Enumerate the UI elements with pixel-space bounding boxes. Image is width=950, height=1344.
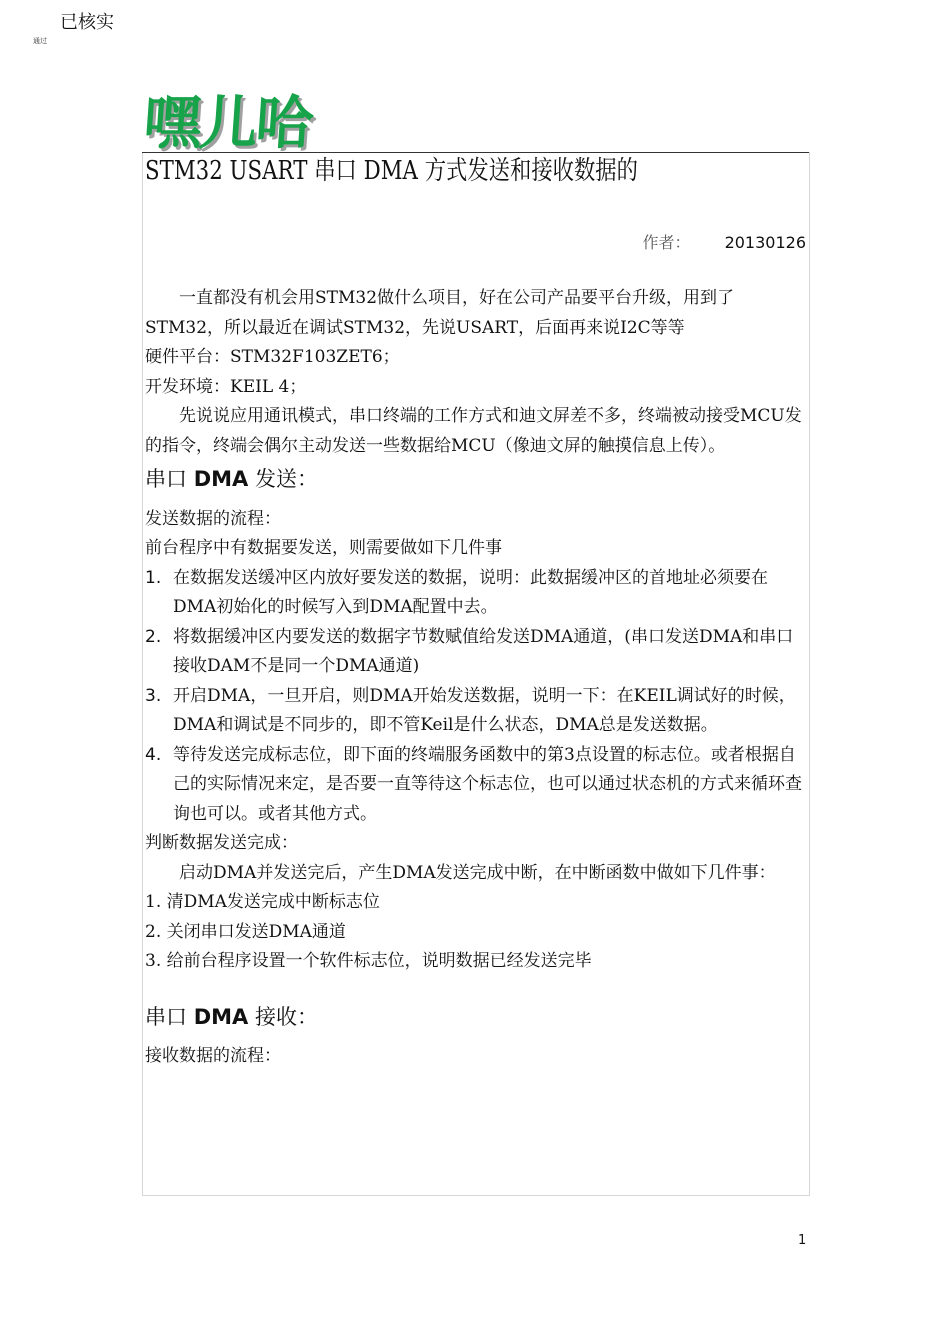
approval-stamp-sub: 通过 [33,37,47,45]
section-heading-send: 串口 DMA 发送： [145,467,318,491]
judge-paragraph: 启动DMA并发送完后，产生DMA发送完成中断，在中断函数中做如下几件事： [179,862,776,883]
mode-paragraph: 先说说应用通讯模式，串口终端的工作方式和迪文屏差不多，终端被动接受MCU发的指令，终端会偶尔主动发送一些数据给MCU（像迪文屏的触摸信息上传）。 [145,406,802,456]
send-steps-list [145,564,807,830]
intro-paragraph: 一直都没有机会用STM32做什么项目，好在公司产品要平台升级，用到了STM32，所以最近在调试STM32，先说USART，后面再来说I2C等等 [145,288,735,338]
irq-step: 2. 关闭串口发送DMA通道 [145,921,346,942]
document-body [145,284,807,1072]
section-heading-receive: 串口 DMA 接收： [145,1004,318,1029]
approval-stamp: 已核实 [60,12,114,33]
recv-flow-title: 接收数据的流程： [145,1046,281,1066]
hardware-line: 硬件平台：STM32F103ZET6； [145,347,400,367]
judge-title: 判断数据发送完成： [145,833,298,853]
list-item: 3. 开启DMA，一旦开启，则DMA开始发送数据，说明一下：在KEIL调试好的时候，DMA和调试是不同步的，即不管Keil是什么状态，DMA总是发送数据。 [145,685,796,735]
spacer [145,977,807,999]
author-line [643,230,806,253]
send-flow-title: 发送数据的流程： [145,508,281,529]
send-flow-intro: 前台程序中有数据要发送，则需要做如下几件事 [145,538,502,558]
list-item: 4. 等待发送完成标志位，即下面的终端服务函数中的第3点设置的标志位。或者根据自己的实际情况来定，是否要一直等待这个标志位，也可以通过状态机的方式来循环查询也可以。或者其他方式。 [145,744,802,824]
page-number: 1 [798,1233,807,1248]
author-date: 20130126 [724,233,806,252]
devenv-line: 开发环境：KEIL 4； [145,376,307,397]
irq-step: 1. 清DMA发送完成中断标志位 [145,892,380,912]
list-item: 1. 在数据发送缓冲区内放好要发送的数据，说明：此数据缓冲区的首地址必须要在DMA初始化的时候写入到DMA配置中去。 [145,567,768,617]
author-label: 作者： [642,233,691,252]
list-item: 2. 将数据缓冲区内要发送的数据字节数赋值给发送DMA通道，(串口发送DMA和串口接收DAM不是同一个DMA通道) [145,626,794,676]
brand-logo: 嘿儿哈 [141,89,315,157]
document-title: STM32 USART 串口 DMA 方式发送和接收数据的 [145,156,638,186]
irq-step: 3. 给前台程序设置一个软件标志位，说明数据已经发送完毕 [145,951,592,971]
